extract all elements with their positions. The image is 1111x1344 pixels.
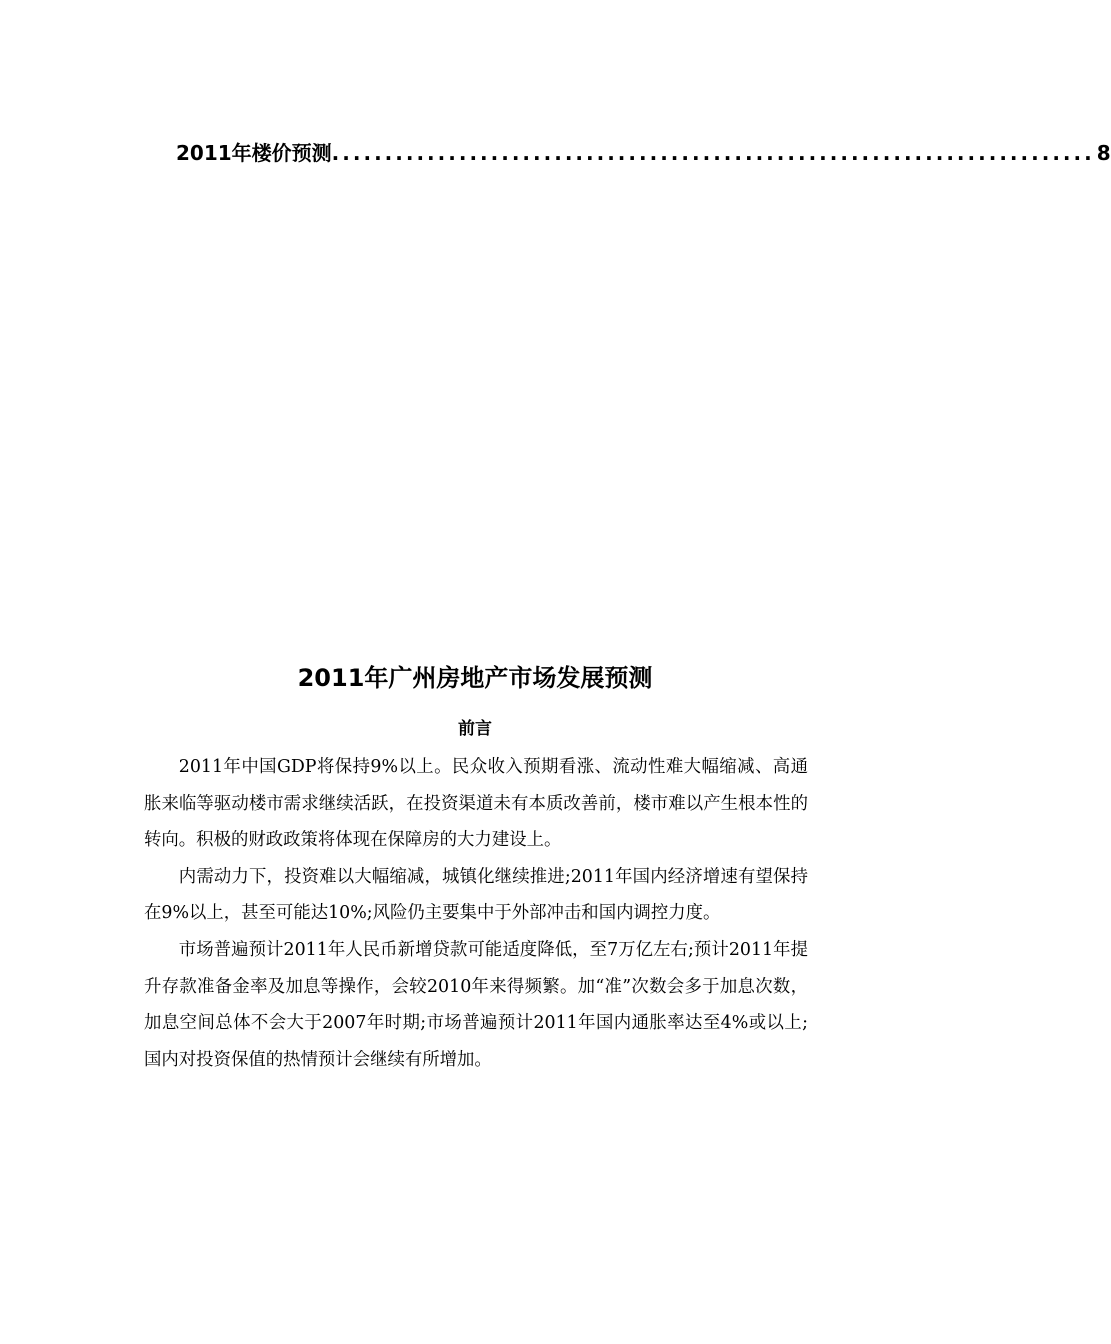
- paragraph: 市场普遍预计2011年人民币新增贷款可能适度降低，至7万亿左右;预计2011年提升存款准备金率及加息等操作，会较2010年来得频繁。加“准”次数会多于加息次数，加息空间总体不会大于2007年时期;市场普遍预计2011年国内通胀率达至4%或以上;国内对投资保值的热情预计会继续有所增加。: [144, 939, 808, 1070]
- toc-page-number: 8: [1096, 141, 1111, 165]
- document-title: 2011年广州房地产市场发展预测: [297, 664, 653, 692]
- section-heading: 前言: [458, 719, 492, 739]
- paragraph: 内需动力下，投资难以大幅缩减，城镇化继续推进;2011年国内经济增速有望保持在9%以上，甚至可能达10%;风险仍主要集中于外部冲击和国内调控力度。: [144, 866, 808, 924]
- paragraph: 2011年中国GDP将保持9%以上。民众收入预期看涨、流动性难大幅缩减、高通胀来临等驱动楼市需求继续活跃，在投资渠道未有本质改善前，楼市难以产生根本性的转向。积极的财政政策将体现在保障房的大力建设上。: [144, 757, 808, 851]
- body-text: [144, 749, 808, 1078]
- toc-leader-dots: ........................................................................: [331, 141, 1095, 165]
- toc-entry-title: 2011年楼价预测: [176, 141, 332, 165]
- toc-entry[interactable]: [176, 138, 1111, 168]
